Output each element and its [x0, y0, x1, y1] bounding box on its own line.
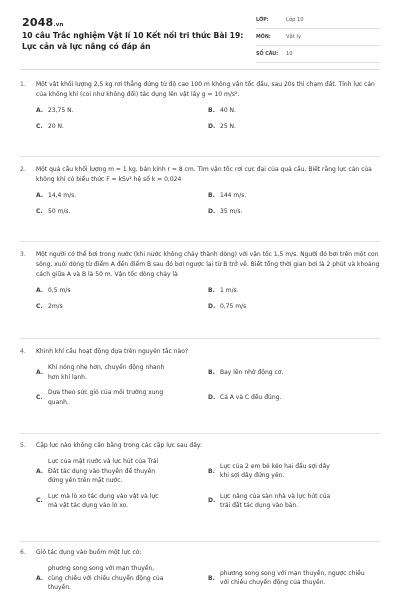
option-d[interactable] — [208, 302, 380, 312]
question-3 — [20, 250, 380, 317]
option-label: A. — [36, 467, 44, 475]
option-b[interactable] — [208, 457, 380, 486]
meta-key: MÔN: — [256, 34, 271, 40]
option-a[interactable] — [36, 106, 208, 116]
meta-key: SỐ CÂU: — [256, 51, 279, 57]
option-label: A. — [36, 287, 44, 294]
option-label: A. — [36, 192, 44, 199]
question-text: Một vật khối lượng 2,5 kg rơi thẳng đứng từ độ cao 100 m không vận tốc đầu, sau 20s thì chạm đất. Tính lực cản của không khí (coi như không đổi) tác dụng lên vật lấy g = 10 m/s². — [36, 81, 375, 98]
question-separator — [20, 433, 380, 434]
site-logo[interactable] — [22, 16, 64, 29]
meta-value: Lớp 10 — [286, 17, 304, 23]
meta-row-class — [256, 12, 380, 29]
option-text: 144 m/s. — [220, 192, 247, 199]
option-text: 35 m/s. — [220, 207, 243, 215]
question-separator — [20, 338, 380, 339]
question-text: Một quả cầu khối lượng m = 1 kg, bán kính r = 8 cm. Tìm vận tốc rơi cực đại của quả cầu. Biết rằng lực cản của không khí có biểu thức F = kSv² hệ số k = 0,024 — [36, 166, 372, 183]
meta-value: Vật lý — [286, 34, 301, 40]
options — [36, 457, 380, 517]
question-text-row — [20, 347, 380, 357]
option-b[interactable] — [208, 363, 380, 382]
option-text: Lực nâng của sàn nhà và lực hút của trái đất tác dụng vào bàn. — [220, 492, 331, 509]
question-number: 2. — [20, 166, 26, 173]
header-divider — [20, 69, 380, 70]
options — [36, 191, 380, 222]
option-c[interactable] — [36, 388, 208, 407]
option-label: B. — [208, 368, 215, 376]
option-a[interactable] — [36, 191, 208, 201]
options — [36, 363, 380, 413]
option-d[interactable] — [208, 207, 380, 217]
option-label: D. — [208, 497, 216, 505]
page-title: 10 câu Trắc nghiệm Vật lí 10 Kết nối tri thức Bài 19: Lực cản và lực nâng có đáp án — [22, 31, 244, 51]
option-label: C. — [36, 497, 43, 505]
option-label: D. — [208, 393, 216, 401]
meta-row-count — [256, 46, 380, 63]
question-number: 1. — [20, 81, 26, 88]
page-header — [0, 0, 400, 70]
option-a[interactable] — [36, 286, 208, 296]
option-a[interactable] — [36, 363, 208, 382]
option-label: B. — [208, 287, 215, 294]
option-d[interactable] — [208, 492, 380, 511]
meta-row-subject — [256, 29, 380, 46]
meta-value: 10 — [286, 51, 293, 57]
option-c[interactable] — [36, 122, 208, 132]
option-text: Khí nóng nhẹ hơn, chuyển động nhanh hơn khí lạnh. — [48, 364, 165, 381]
option-text: 14,4 m/s. — [48, 192, 77, 199]
option-d[interactable] — [208, 122, 380, 132]
question-number: 4. — [20, 348, 26, 355]
question-separator — [20, 156, 380, 157]
option-text: phương song song với mạn thuyền, cùng chiều với chiều chuyển động của thuyền. — [48, 565, 164, 591]
logo-main: 2048 — [22, 16, 54, 29]
option-text: Lực của mặt nước và lực hút của Trái Đất tác dụng vào thuyền để thuyền đứng yên trên mặt nước. — [48, 458, 159, 484]
meta-table — [256, 12, 380, 63]
option-b[interactable] — [208, 191, 380, 201]
option-a[interactable] — [36, 457, 208, 486]
question-text-row — [20, 548, 380, 558]
option-text: 0,75 m/s — [220, 302, 247, 310]
question-text-row — [20, 250, 380, 280]
question-text-row — [20, 165, 380, 185]
options — [36, 286, 380, 317]
option-d[interactable] — [208, 388, 380, 407]
option-c[interactable] — [36, 207, 208, 217]
option-label: D. — [208, 302, 216, 310]
option-text: 50 m/s. — [48, 207, 71, 215]
option-label: C. — [36, 302, 43, 310]
option-text: phương song song với mạn thuyền, ngược chiều với chiều chuyển động của thuyền. — [220, 569, 365, 587]
option-text: Lực mà lò xo tác dụng vào vật và lực mà vật tác dụng vào lò xo. — [48, 492, 159, 509]
options — [36, 106, 380, 137]
question-4 — [20, 347, 380, 413]
option-text: 0,5 m/s — [48, 287, 71, 294]
question-2 — [20, 165, 380, 222]
option-label: A. — [36, 574, 44, 582]
logo-tld: .vn — [53, 22, 64, 28]
question-separator — [20, 241, 380, 242]
option-text: Cả A và C đều đúng. — [220, 393, 282, 401]
question-text-row — [20, 441, 380, 451]
option-label: B. — [208, 107, 215, 114]
option-label: D. — [208, 122, 216, 130]
option-label: B. — [208, 192, 215, 199]
question-text: Cặp lực nào không cân bằng trong các cặp lực sau đây: — [36, 442, 203, 449]
question-number: 5. — [20, 442, 26, 449]
option-label: B. — [208, 467, 215, 475]
question-text: Khinh khí cầu hoạt động dựa trên nguyên tắc nào? — [36, 348, 189, 355]
option-b[interactable] — [208, 106, 380, 116]
option-a[interactable] — [36, 564, 208, 593]
option-text: 20 N. — [48, 122, 64, 130]
question-separator — [20, 541, 380, 542]
option-b[interactable] — [208, 286, 380, 296]
option-text: 2m/s — [48, 302, 63, 310]
option-b[interactable] — [208, 564, 380, 593]
question-text: Một người có thể bơi trong nước (khi nước không chảy thành dòng) với vận tốc 1,5 m/s. Người đó bơi trên một con sông, xuôi dòng từ điểm A đến điểm B sau đó bơi ngược lại từ B trở về. Biết tổng thời gian bơi là 2 phút và khoảng cách giữa A và B là 50 m. Vận tốc dòng chảy là — [36, 251, 380, 278]
option-text: Dựa theo sức gió của môi trường xung quanh. — [48, 389, 164, 406]
option-text: 23,75 N. — [48, 107, 74, 114]
question-5 — [20, 441, 380, 517]
option-text: 1 m/s — [220, 287, 237, 294]
option-label: A. — [36, 107, 44, 114]
question-1 — [20, 80, 380, 137]
option-label: B. — [208, 574, 215, 582]
option-label: D. — [208, 207, 216, 215]
options — [36, 564, 380, 599]
option-label: C. — [36, 122, 43, 130]
option-c[interactable] — [36, 302, 208, 312]
question-number: 6. — [20, 549, 26, 556]
option-label: A. — [36, 368, 44, 376]
option-text: Bay lên nhờ động cơ. — [220, 368, 284, 376]
question-number: 3. — [20, 251, 26, 258]
option-label: C. — [36, 393, 43, 401]
meta-key: LỚP: — [256, 17, 269, 23]
option-text: 25 N. — [220, 122, 236, 130]
option-c[interactable] — [36, 492, 208, 511]
question-text-row — [20, 80, 380, 100]
question-text: Gió tác dụng vào buồm một lực có: — [36, 549, 142, 556]
question-6 — [20, 548, 380, 599]
option-text: Lực của 2 em bé kéo hai đầu sợi dây khi sợi dây đứng yên. — [220, 462, 330, 480]
option-text: 40 N. — [220, 107, 236, 114]
option-label: C. — [36, 207, 43, 215]
